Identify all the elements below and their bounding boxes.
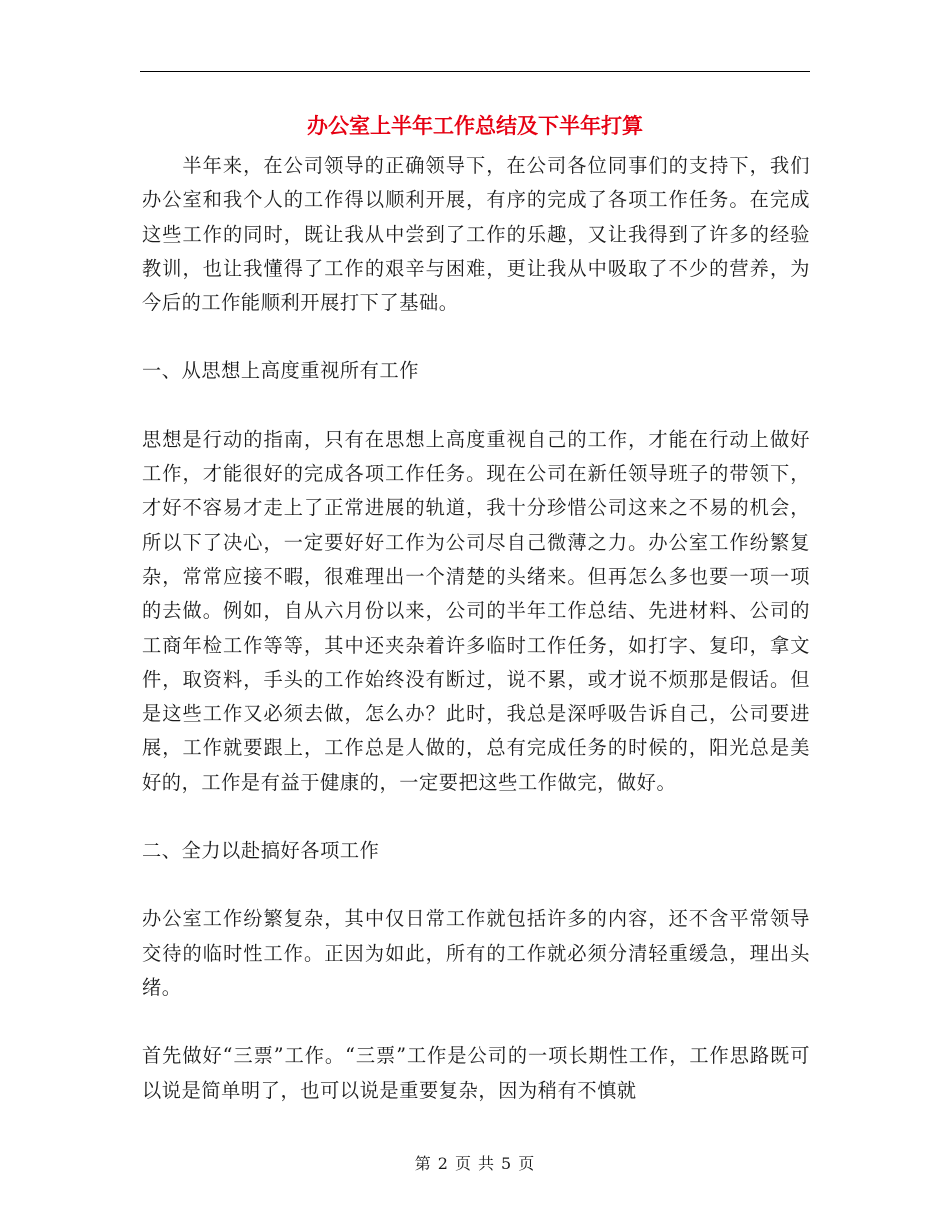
section-2-paragraph-2: 首先做好“三票”工作。“三票”工作是公司的一项长期性工作，工作思路既可以说是简单明了，也可以说是重要复杂，因为稍有不慎就 — [142, 1044, 810, 1102]
header-rule — [140, 71, 810, 72]
current-page-number: 2 — [437, 1154, 449, 1173]
footer-page-word: 页 — [454, 1154, 472, 1173]
document-body — [142, 149, 810, 1108]
intro-paragraph: 半年来，在公司领导的正确领导下，在公司各位同事们的支持下，我们办公室和我个人的工作得以顺利开展，有序的完成了各项工作任务。在完成这些工作的同时，既让我从中尝到了工作的乐趣，又让我得到了许多的经验教训，也让我懂得了工作的艰辛与困难，更让我从中吸取了不少的营养，为今后的工作能顺利开展打下了基础。 — [142, 154, 810, 315]
section-1-heading: 一、从思想上高度重视所有工作 — [142, 359, 420, 383]
paragraph-gap — [142, 1005, 810, 1039]
footer-prefix: 第 — [414, 1154, 432, 1173]
paragraph-gap — [142, 800, 810, 834]
footer-total-word: 共 — [478, 1154, 496, 1173]
paragraph-gap — [142, 389, 810, 423]
paragraph-gap — [142, 320, 810, 354]
page-footer — [0, 1152, 950, 1176]
section-2-heading: 二、全力以赴搞好各项工作 — [142, 839, 380, 863]
total-pages-number: 5 — [501, 1154, 513, 1173]
footer-suffix: 页 — [518, 1154, 536, 1173]
section-2-paragraph-1: 办公室工作纷繁复杂，其中仅日常工作就包括许多的内容，还不含平常领导交待的临时性工作。正因为如此，所有的工作就必须分清轻重缓急，理出头绪。 — [142, 907, 810, 999]
paragraph-gap — [142, 868, 810, 902]
section-1-paragraph: 思想是行动的指南，只有在思想上高度重视自己的工作，才能在行动上做好工作，才能很好的完成各项工作任务。现在公司在新任领导班子的带领下，才好不容易才走上了正常进展的轨道，我十分珍惜公司这来之不易的机会，所以下了决心，一定要好好工作为公司尽自己微薄之力。办公室工作纷繁复杂，常常应接不暇，很难理出一个清楚的头绪来。但再怎么多也要一项一项的去做。例如，自从六月份以来，公司的半年工作总结、先进材料、公司的工商年检工作等等，其中还夹杂着许多临时工作任务，如打字、复印，拿文件，取资料，手头的工作始终没有断过，说不累，或才说不烦那是假话。但是这些工作又必须去做，怎么办？此时，我总是深呼吸告诉自己，公司要进展，工作就要跟上，工作总是人做的，总有完成任务的时候的，阳光总是美好的，工作是有益于健康的，一定要把这些工作做完，做好。 — [142, 427, 810, 794]
document-title: 办公室上半年工作总结及下半年打算 — [307, 113, 643, 138]
